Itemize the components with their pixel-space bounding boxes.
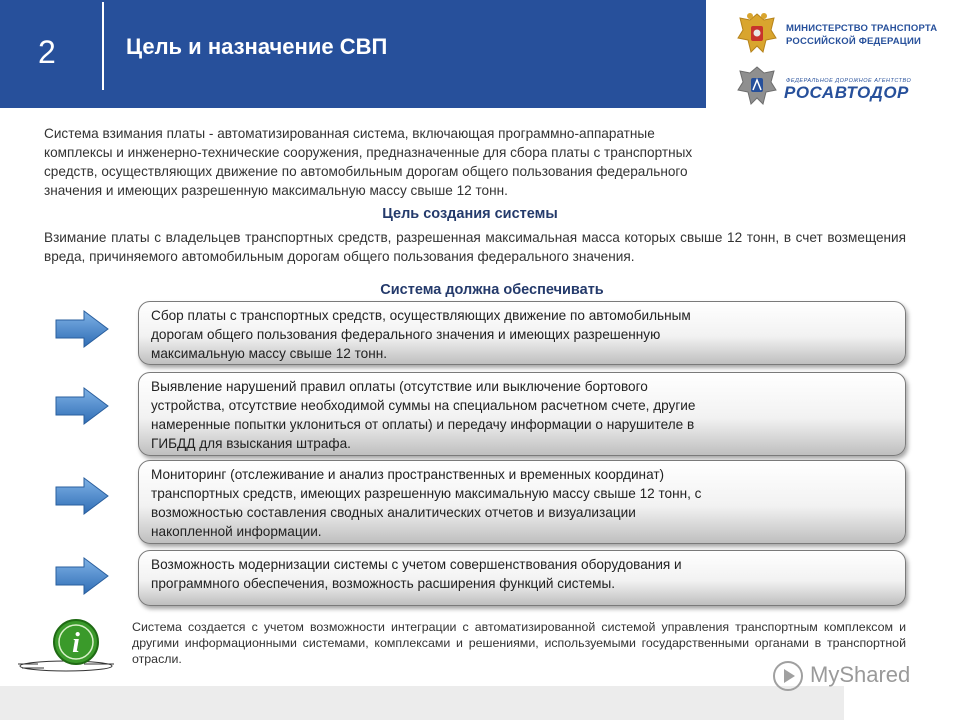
agency-name: РОСАВТОДОР [784,83,909,102]
title-bar [0,0,706,108]
coat-of-arms-icon [736,64,778,108]
requirement-line: устройства, отсутствие необходимой суммы на специальном расчетном счете, другие [151,398,696,413]
definition-line: значения и имеющих разрешенную максимальную массу свыше 12 тонн. [44,183,508,198]
requirement-line: Сбор платы с транспортных средств, осуществляющих движение по автомобильным [151,308,691,323]
arrow-right-icon [54,386,110,426]
definition-line: Система взимания платы - автоматизированная система, включающая программно-аппаратные [44,126,655,141]
footer-bar [0,686,844,720]
goal-heading: Цель создания системы [382,206,558,222]
info-letter: i [72,628,80,659]
integration-note: Система создается с учетом возможности интеграции с автоматизированной системой управления транспортным комплексом и другими информационными системами, комплексами и решениями, используемыми государственными органами в транспортной отрасли. [132,620,906,666]
ministry-name-line1: МИНИСТЕРСТВО ТРАНСПОРТА [786,23,938,34]
slide-title: Цель и назначение СВП [126,34,388,59]
requirement-line: намеренные попытки уклониться от оплаты) и передачу информации о нарушителе в [151,417,695,432]
requirement-line: программного обеспечения, возможность расширения функций системы. [151,576,616,591]
requirement-line: транспортных средств, имеющих разрешенную максимальную массу свыше 12 тонн, с [151,486,702,501]
agency-tagline: ФЕДЕРАЛЬНОЕ ДОРОЖНОЕ АГЕНТСТВО [786,78,912,84]
requirement-line: дорогам общего пользования федерального значения и имеющих разрешенную [151,327,661,342]
arrow-right-icon [54,309,110,349]
watermark [766,660,956,692]
requirements-heading: Система должна обеспечивать [380,282,604,298]
definition-paragraph [44,124,914,200]
requirement-line: максимальную массу свыше 12 тонн. [151,346,388,361]
coat-of-arms-icon [736,10,778,58]
arrow-right-icon [54,476,110,516]
requirement-line: Выявление нарушений правил оплаты (отсутствие или выключение бортового [151,379,648,394]
play-icon [770,660,806,692]
requirement-box-monitoring [138,460,906,544]
requirement-line: Мониторинг (отслеживание и анализ пространственных и временных координат) [151,467,665,482]
requirement-line: ГИБДД для взыскания штрафа. [151,436,351,451]
requirement-box-violations [138,372,906,456]
requirement-box-modernization [138,550,906,606]
definition-line: средств, осуществляющих движение по автомобильным дорогам общего пользования федерального [44,164,688,179]
requirement-line: возможностью составления сводных аналитических отчетов и визуализации [151,505,636,520]
requirement-line: накопленной информации. [151,524,322,539]
header-divider [102,2,104,90]
rosavtodor-logo [736,64,951,110]
slide-number: 2 [38,34,56,70]
definition-line: комплексы и инженерно-технические сооружения, предназначенные для сбора платы с транспортных [44,145,693,160]
requirement-line: Возможность модернизации системы с учетом совершенствования оборудования и [151,557,682,572]
info-icon [14,616,124,676]
requirement-box-fee-collection [138,301,906,365]
arrow-right-icon [54,556,110,596]
ministry-name-line2: РОССИЙСКОЙ ФЕДЕРАЦИИ [786,36,922,47]
goal-text: Взимание платы с владельцев транспортных средств, разрешенная максимальная масса которых свыше 12 тонн, в счет возмещения вреда, причиняемого автомобильным дорогам общего пользования федерального значения. [44,230,906,264]
ministry-logo [736,10,951,60]
watermark-text: MyShared [810,662,911,687]
